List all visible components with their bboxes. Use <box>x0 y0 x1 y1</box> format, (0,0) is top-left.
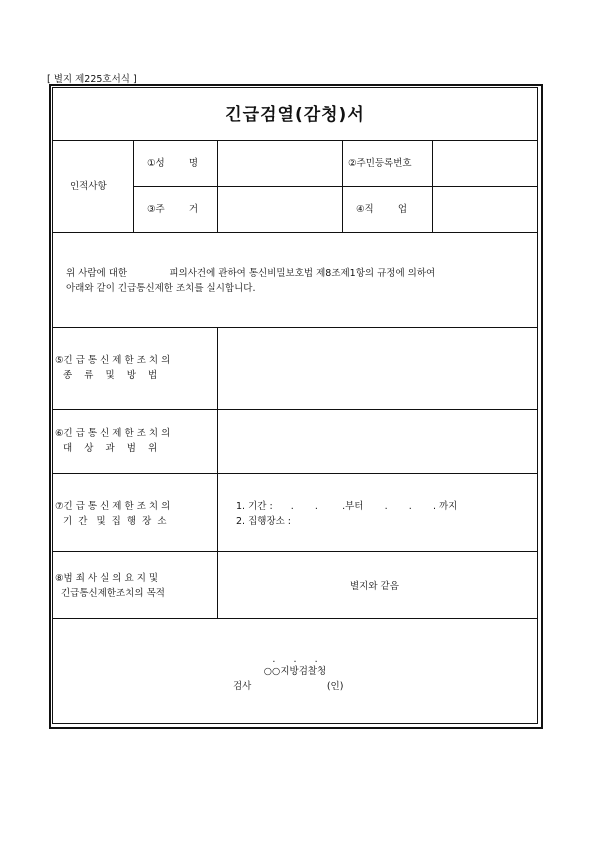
divider <box>133 140 134 232</box>
statement-line-1: 위 사람에 대한 피의사건에 관하여 통신비밀보호법 제8조제1항의 규정에 의하여 <box>66 268 436 279</box>
personal-info-label: 인적사항 <box>70 181 107 192</box>
occupation-label: ④직 업 <box>356 204 408 215</box>
statement-line-2: 아래와 같이 긴급통신제한 조치를 실시합니다. <box>66 283 256 294</box>
item7-label-line-2: 기 간 및 집 행 장 소 <box>63 516 167 527</box>
resident-number-label: ②주민등록번호 <box>348 158 412 169</box>
divider <box>52 551 538 552</box>
form-number: [ 별지 제225호서식 ] <box>47 74 137 85</box>
prosecutor-office: ○○지방검찰청 <box>263 666 327 677</box>
divider <box>52 618 538 619</box>
form-title: 긴급검열(감청)서 <box>225 105 365 125</box>
item7-period-value: 1. 기간 : . . .부터 . . . 까지 <box>236 501 458 512</box>
item8-label-line-2: 긴급통신제한조치의 목적 <box>61 588 165 599</box>
divider <box>52 409 538 410</box>
item5-label-line-1: ⑤긴 급 통 신 제 한 조 치 의 <box>55 355 171 366</box>
item8-label-line-1: ⑧범 죄 사 실 의 요 지 및 <box>55 573 159 584</box>
item6-label-line-2: 대 상 과 범 위 <box>63 443 158 454</box>
divider <box>52 327 538 328</box>
prosecutor-signature: 검사 (인) <box>233 681 344 692</box>
divider <box>217 140 218 232</box>
item7-label-line-1: ⑦긴 급 통 신 제 한 조 치 의 <box>55 501 171 512</box>
divider <box>432 140 433 232</box>
divider <box>52 140 538 141</box>
divider <box>133 186 538 187</box>
item7-place-value: 2. 집행장소 : <box>236 516 292 527</box>
form-inner-border <box>52 87 538 724</box>
item6-label-line-1: ⑥긴 급 통 신 제 한 조 치 의 <box>55 428 171 439</box>
address-label: ③주 거 <box>147 204 199 215</box>
item8-value: 별지와 같음 <box>350 581 399 592</box>
name-label: ①성 명 <box>147 158 199 169</box>
divider <box>342 140 343 232</box>
divider <box>217 327 218 618</box>
issue-date: . . . <box>272 654 318 665</box>
divider <box>52 473 538 474</box>
item5-label-line-2: 종 류 및 방 법 <box>63 370 158 381</box>
divider <box>52 232 538 233</box>
